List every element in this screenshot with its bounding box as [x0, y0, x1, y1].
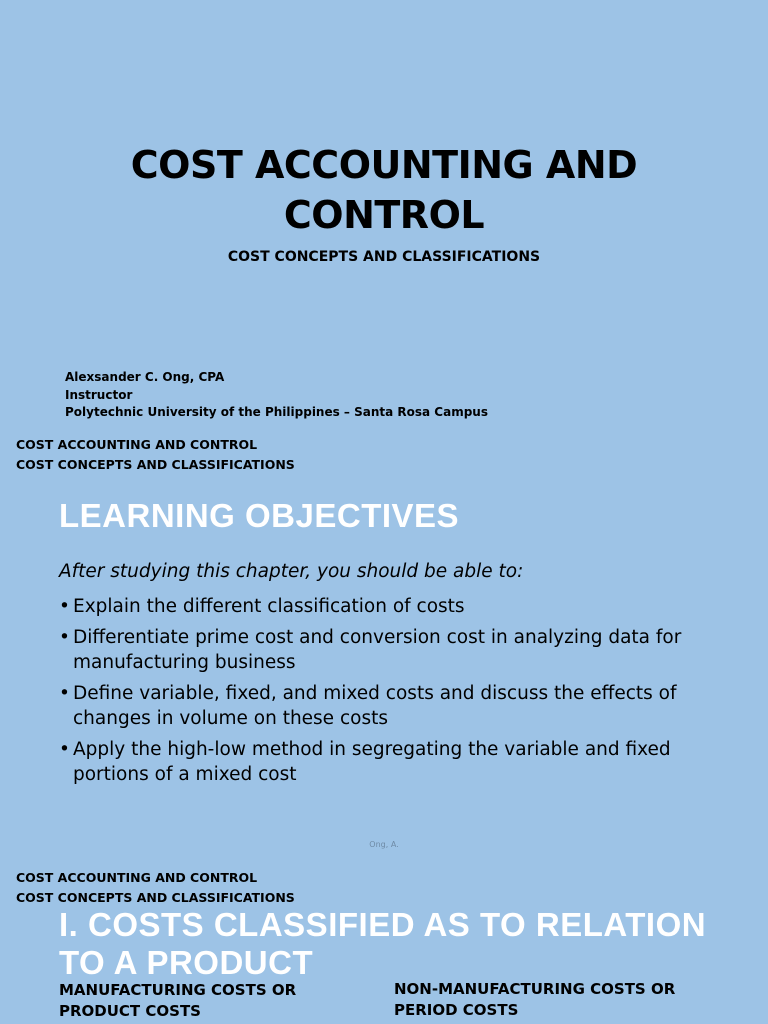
slide-footer: Ong, A. [369, 840, 399, 849]
bullet-icon: • [59, 739, 70, 760]
main-title-line1: COST ACCOUNTING AND [130, 143, 638, 187]
objectives-intro: After studying this chapter, you should be able to: [59, 561, 524, 582]
classification-heading: I. COSTS CLASSIFIED AS TO RELATION TO A PRODUCT [59, 906, 707, 981]
list-item [59, 737, 699, 787]
main-title-line2: CONTROL [283, 193, 485, 237]
non-manufacturing-costs-heading: NON-MANUFACTURING COSTS OR PERIOD COSTS [394, 980, 676, 1019]
title-slide [0, 0, 768, 430]
objective-text: Explain the different classification of costs [73, 596, 465, 617]
bullet-icon: • [59, 683, 70, 704]
list-item [59, 681, 699, 731]
slide-header-course: COST ACCOUNTING AND CONTROL [16, 870, 258, 885]
bullet-icon: • [59, 627, 70, 648]
main-subtitle: COST CONCEPTS AND CLASSIFICATIONS [227, 249, 541, 265]
slide-header-topic: COST CONCEPTS AND CLASSIFICATIONS [16, 456, 295, 472]
objectives-list [59, 594, 699, 793]
main-title [0, 140, 768, 240]
list-item [59, 625, 699, 675]
author-institution: Polytechnic University of the Philippines – Santa Rosa Campus [65, 405, 488, 419]
objective-text: Differentiate prime cost and conversion cost in analyzing data for manufacturing business [73, 627, 682, 673]
slide-header [16, 435, 295, 474]
objective-text: Define variable, fixed, and mixed costs and discuss the effects of changes in volume on these costs [73, 683, 677, 729]
list-item [59, 594, 699, 619]
objectives-heading: LEARNING OBJECTIVES [59, 497, 460, 534]
author-role: Instructor [65, 387, 133, 402]
manufacturing-costs-heading: MANUFACTURING COSTS OR PRODUCT COSTS [59, 981, 297, 1020]
bullet-icon: • [59, 596, 70, 617]
slide-header-course: COST ACCOUNTING AND CONTROL [16, 437, 258, 452]
objective-text: Apply the high-low method in segregating the variable and fixed portions of a mixed cost [73, 739, 671, 785]
slide-header [16, 868, 295, 907]
slide-header-topic: COST CONCEPTS AND CLASSIFICATIONS [16, 889, 295, 905]
author-name: Alexsander C. Ong, CPA [65, 370, 225, 384]
author-block [65, 369, 488, 422]
